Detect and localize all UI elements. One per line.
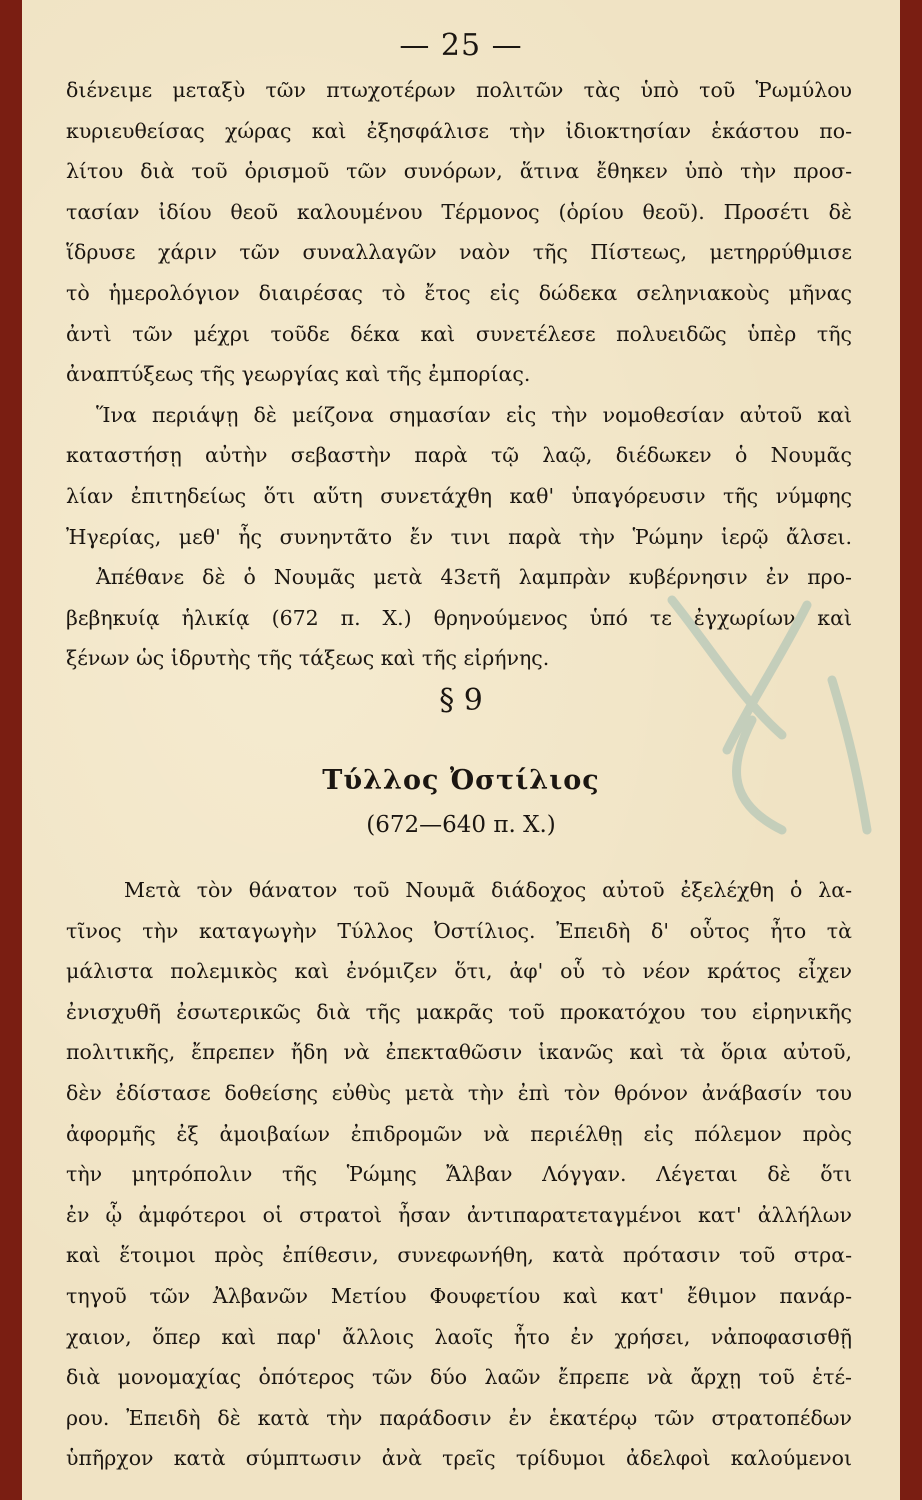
text-line: ἐνισχυθῆ ἐσωτερικῶς διὰ τῆς μακρᾶς τοῦ προκατόχου του εἰρηνικῆς <box>66 999 852 1024</box>
text-line: τῖνος τὴν καταγωγὴν Τύλλος Ὀστίλιος. Ἐπειδὴ δ' οὗτος ἦτο τὰ <box>66 918 852 943</box>
text-line: ἀντὶ τῶν μέχρι τοῦδε δέκα καὶ συνετέλεσε πολυειδῶς ὑπὲρ τῆς <box>66 321 852 346</box>
text-line: καταστήσῃ αὐτὴν σεβαστὴν παρὰ τῷ λαῷ, διέδωκεν ὁ Νουμᾶς <box>66 443 852 468</box>
bottom-text-block <box>66 870 852 1479</box>
text-line: πολιτικῆς, ἔπρεπεν ἤδη νὰ ἐπεκταθῶσιν ἱκανῶς καὶ τὰ ὅρια αὐτοῦ, <box>66 1040 852 1065</box>
text-line: ἐν ᾧ ἀμφότεροι οἱ στρατοὶ ἦσαν ἀντιπαρατεταγμένοι κατ' ἀλλήλων <box>66 1202 852 1227</box>
text-line: Ἀπέθανε δὲ ὁ Νουμᾶς μετὰ 43ετῆ λαμπρὰν κυβέρνησιν ἐν προ- <box>96 565 852 590</box>
text-line: ρου. Ἐπειδὴ δὲ κατὰ τὴν παράδοσιν ἐν ἑκατέρῳ τῶν στρατοπέδων <box>66 1405 852 1430</box>
text-line: διὰ μονομαχίας ὁπότερος τῶν δύο λαῶν ἔπρεπε νὰ ἄρχῃ τοῦ ἑτέ- <box>66 1365 852 1390</box>
text-line: κυριευθείσας χώρας καὶ ἐξησφάλισε τὴν ἰδιοκτησίαν ἑκάστου πο- <box>66 118 852 143</box>
book-page <box>22 0 900 1500</box>
section-number: § 9 <box>439 683 483 718</box>
text-line: βεβηκυίᾳ ἡλικίᾳ (672 π. Χ.) θρηνούμενος ὑπό τε ἐγχωρίων καὶ <box>66 605 852 630</box>
page-number: — 25 — <box>399 28 523 63</box>
text-line: τηγοῦ τῶν Ἀλβανῶν Μετίου Φουφετίου καὶ κατ' ἔθιμον πανάρ- <box>66 1283 852 1308</box>
text-line: χαιον, ὅπερ καὶ παρ' ἄλλοις λαοῖς ἦτο ἐν χρήσει, νἀποφασισθῇ <box>66 1324 852 1349</box>
text-line: ξένων ὡς ἱδρυτὴς τῆς τάξεως καὶ τῆς εἰρήνης. <box>66 646 550 671</box>
text-line: λίαν ἐπιτηδείως ὅτι αὕτη συνετάχθη καθ' ὑπαγόρευσιν τῆς νύμφης <box>66 483 852 508</box>
text-line: καὶ ἕτοιμοι πρὸς ἐπίθεσιν, συνεφωνήθη, κατὰ πρότασιν τοῦ στρα- <box>66 1243 852 1268</box>
text-line: Ἵνα περιάψῃ δὲ μείζονα σημασίαν εἰς τὴν νομοθεσίαν αὐτοῦ καὶ <box>96 402 852 427</box>
text-line: ἀναπτύξεως τῆς γεωργίας καὶ τῆς ἐμπορίας. <box>66 362 531 387</box>
text-line: ἀφορμῆς ἐξ ἀμοιβαίων ἐπιδρομῶν νὰ περιέλθῃ εἰς πόλεμον πρὸς <box>66 1121 852 1146</box>
text-line: τὴν μητρόπολιν τῆς Ῥώμης Ἄλβαν Λόγγαν. Λέγεται δὲ ὅτι <box>66 1162 852 1187</box>
text-line: ὑπῆρχον κατὰ σύμπτωσιν ἀνὰ τρεῖς τρίδυμοι ἀδελφοὶ καλούμενοι <box>66 1446 852 1471</box>
text-line: διένειμε μεταξὺ τῶν πτωχοτέρων πολιτῶν τὰς ὑπὸ τοῦ Ῥωμύλου <box>66 78 852 102</box>
text-line: ἵδρυσε χάριν τῶν συναλλαγῶν ναὸν τῆς Πίστεως, μετηρρύθμισε <box>66 240 852 265</box>
text-line: τὸ ἡμερολόγιον διαιρέσας τὸ ἔτος εἰς δώδεκα σεληνιακοὺς μῆνας <box>66 280 852 305</box>
section-title: Τύλλος Ὀστίλιος <box>322 765 600 796</box>
text-line: Μετὰ τὸν θάνατον τοῦ Νουμᾶ διάδοχος αὐτοῦ ἐξελέχθη ὁ λα- <box>124 878 852 902</box>
text-line: λίτου διὰ τοῦ ὁρισμοῦ τῶν συνόρων, ἅτινα ἔθηκεν ὑπὸ τὴν προσ- <box>66 159 852 184</box>
top-text-block <box>66 70 852 679</box>
text-line: Ἠγερίας, μεθ' ἧς συνηντᾶτο ἔν τινι παρὰ τὴν Ῥώμην ἱερῷ ἄλσει. <box>66 524 852 549</box>
text-line: δὲν ἐδίστασε δοθείσης εὐθὺς μετὰ τὴν ἐπὶ τὸν θρόνον ἀνάβασίν του <box>66 1080 852 1105</box>
text-line: τασίαν ἰδίου θεοῦ καλουμένου Τέρμονος (ὁρίου θεοῦ). Προσέτι δὲ <box>66 199 852 224</box>
section-dates: (672—640 π. Χ.) <box>366 812 556 838</box>
text-line: μάλιστα πολεμικὸς καὶ ἐνόμιζεν ὅτι, ἀφ' οὗ τὸ νέον κράτος εἶχεν <box>66 959 852 984</box>
